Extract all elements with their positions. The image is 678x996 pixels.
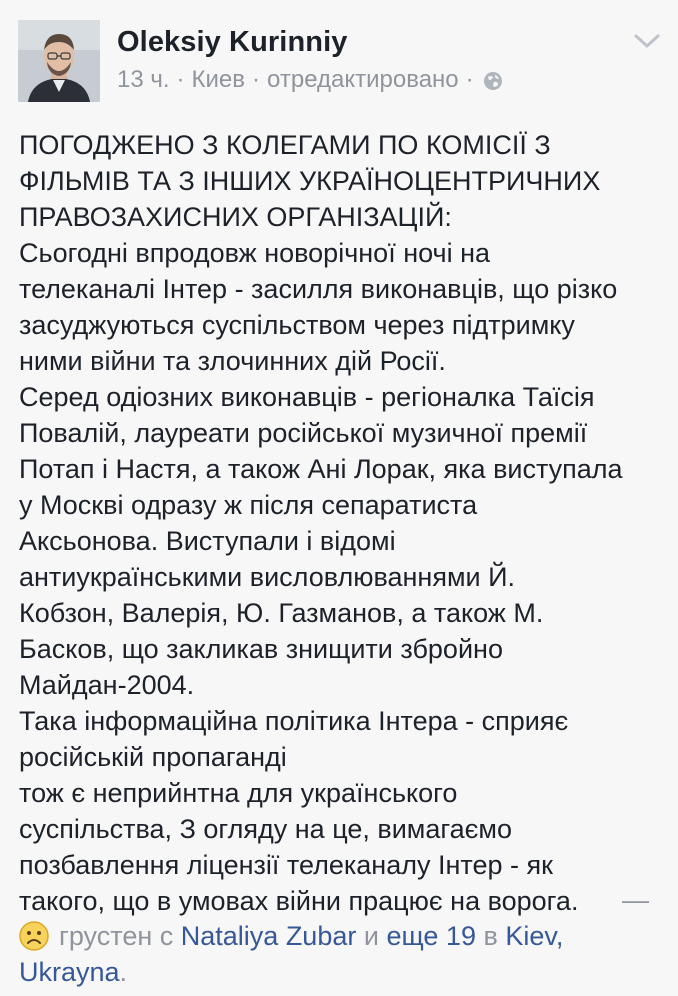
post-meta: [117, 66, 503, 94]
post-paragraph: Сьогодні впродовж новорічної ночі на телеканалі Інтер - засилля виконавців, що різко засуджуються суспільством через підтримку ними війни та злочинних дій Росії.: [19, 238, 618, 376]
feeling-dash: —: [622, 885, 649, 915]
post-time[interactable]: 13 ч.: [117, 66, 170, 93]
preposition-in: в: [483, 921, 498, 951]
author-name[interactable]: Oleksiy Kurinniy: [117, 26, 348, 58]
tagged-person-link[interactable]: Nataliya Zubar: [180, 921, 357, 951]
sad-face-icon: [19, 921, 49, 951]
post-paragraph: Серед одіозних виконавців - регіоналка Таїсія Повалій, лауреати російської музичної премії Потап і Настя, а також Ані Лорак, яка виступала у Москві одразу ж після сепаратиста Аксьонова. Виступали і відомі антиукраїнськими висловлюваннями Й. Кобзон, Валерія, Ю. Газманов, а також М. Басков, що закликав знищити збройно Майдан-2004.: [19, 382, 623, 700]
meta-separator: ·: [176, 66, 185, 93]
post-location[interactable]: Киев: [191, 66, 246, 93]
edited-label[interactable]: отредактировано: [267, 66, 459, 93]
post-paragraph: Така інформаційна політика Інтера - сприяє російській пропаганді тож є неприйнтна для українського суспільства, З огляду на це, вимагаємо позбавлення ліцензії телеканалу Інтер - як такого, що в умовах війни працює на ворога.: [19, 706, 579, 916]
globe-icon[interactable]: [483, 70, 503, 90]
post-body: [19, 127, 667, 919]
post-paragraph: ПОГОДЖЕНО З КОЛЕГАМИ ПО КОМІСІЇ З ФІЛЬМІВ ТА З ІНШИХ УКРАЇНОЦЕНТРИЧНИХ ПРАВОЗАХИСНИХ ОРГАНІЗАЦІЙ:: [19, 130, 601, 232]
conjunction-and: и: [363, 921, 379, 951]
feeling-text: грустен с: [59, 921, 174, 951]
avatar[interactable]: [18, 20, 100, 102]
meta-separator: ·: [252, 66, 261, 93]
feeling-period: .: [119, 957, 128, 987]
chevron-down-icon[interactable]: [632, 30, 662, 52]
feeling-line: [19, 885, 669, 990]
meta-separator: ·: [465, 66, 474, 93]
others-link[interactable]: еще 19: [386, 921, 476, 951]
place-link[interactable]: Kiev, Ukrayna: [19, 921, 564, 987]
